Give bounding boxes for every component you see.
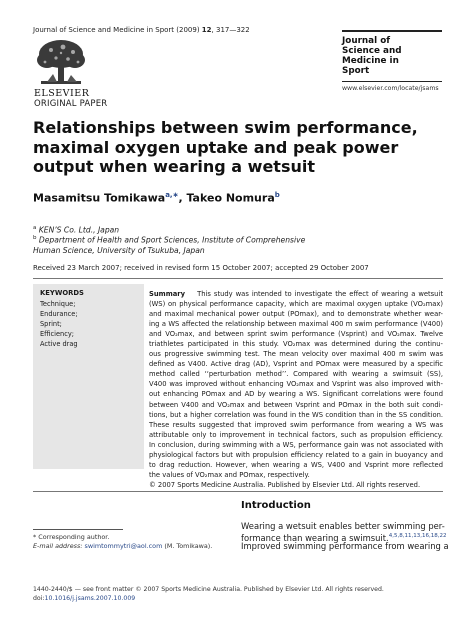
keywords-heading: KEYWORDS <box>40 289 84 297</box>
corresponding-email <box>33 542 212 550</box>
footer-copyright: 1440-2440/$ — see front matter © 2007 Sports Medicine Australia. Published by Elsevier Ltd. All rights reserved. <box>33 586 384 593</box>
email-label: E-mail address: <box>33 542 83 550</box>
author-1: Masamitsu Tomikawa <box>33 191 166 205</box>
summary-line: (WS) on physical performance capacity, which are maximal oxygen uptake (VO₂max) <box>149 300 443 309</box>
copyright-line: © 2007 Sports Medicine Australia. Published by Elsevier Ltd. All rights reserved. <box>149 480 421 489</box>
summary-line: between V400 and VO₂max and between Vsprint and POmax in the both suit condi- <box>149 400 443 409</box>
summary-line: and maximal mechanical power output (POmax), and to demonstrate whether wear- <box>149 310 443 319</box>
keyword-item: Technique; <box>40 300 76 308</box>
summary-line: In conclusion, during swimming with a WS, performance gain was not associated with <box>149 440 443 449</box>
publisher-name: ELSEVIER <box>34 88 90 99</box>
journal-ref-pages: , 317—322 <box>211 26 250 34</box>
introduction-heading: Introduction <box>241 500 311 511</box>
corresponding-author-note: * Corresponding author. <box>33 533 110 541</box>
author-1-marks[interactable]: a,∗ <box>165 191 179 199</box>
journal-box-name: Journal of Science and Medicine in Sport <box>342 36 402 76</box>
summary-line: attributable only to improvement in technical factors, such as propulsion efficiency. <box>149 430 443 439</box>
keyword-item: Active drag <box>40 340 78 348</box>
email-name: (M. Tomikawa). <box>162 542 213 550</box>
summary-line: physiological factors but with propulsion efficiency related to a gain in buoyancy and <box>149 450 443 459</box>
introduction-line-1: Wearing a wetsuit enables better swimming per- <box>241 521 445 531</box>
summary-line: to drag reduction. However, when wearing a WS, V400 and Vsprint more reflected <box>149 460 443 469</box>
divider-top <box>33 278 443 279</box>
summary-line: defined as V400. Active drag (AD), Vsprint and POmax were measured by a specific <box>149 360 443 369</box>
elsevier-tree-logo <box>33 38 89 88</box>
summary-line <box>149 289 443 299</box>
citation-refs[interactable]: 4,5,8,11,13,16,18,22 <box>388 533 447 539</box>
summary-line: method called ‘‘perturbation method’’. Compared with wearing a swimsuit (SS), <box>149 370 443 379</box>
keywords-box <box>33 284 144 469</box>
summary-line: and VO₂max, and between sprint swim performance (Vsprint) and VO₂max. Twelve <box>149 330 443 339</box>
affiliation-a-text: KEN’S Co. Ltd., Japan <box>36 225 120 235</box>
footnote-rule <box>33 529 123 530</box>
summary-line: ous progressive swimming test. The mean velocity over maximal 400 m swim was <box>149 350 443 359</box>
summary-line: triathletes participated in this study. VO₂max was determined during the continu- <box>149 340 443 349</box>
abstract-summary <box>149 289 443 490</box>
paper-type: ORIGINAL PAPER <box>34 99 108 109</box>
affiliation-b-line-1: Department of Health and Sport Sciences, Institute of Comprehensive <box>36 235 306 245</box>
summary-line: ing a WS affected the relationship between maximal 400 m swim performance (V400) <box>149 320 443 329</box>
keyword-item: Endurance; <box>40 310 78 318</box>
footer-doi <box>33 595 135 602</box>
journal-title-box <box>342 30 442 82</box>
doi-link[interactable]: 10.1016/j.jsams.2007.10.009 <box>44 595 136 602</box>
email-link[interactable]: swimtommytri@aol.com <box>84 542 163 550</box>
affiliation-b-line-2: Human Science, University of Tsukuba, Japan <box>33 245 205 255</box>
summary-line: tions, but a higher correlation was found in the WS condition than in the SS condition. <box>149 410 443 419</box>
divider-bottom <box>33 491 443 492</box>
summary-label: Summary <box>149 290 186 298</box>
affiliation-b <box>33 233 373 256</box>
journal-reference <box>33 26 250 34</box>
keyword-item: Sprint; <box>40 320 62 328</box>
received-dates: Received 23 March 2007; received in revised form 15 October 2007; accepted 29 October 2007 <box>33 264 369 272</box>
journal-ref-volume: 12 <box>201 26 212 34</box>
author-list <box>33 191 280 205</box>
journal-ref-prefix: Journal of Science and Medicine in Sport (2009) <box>33 26 202 34</box>
summary-line-text: This study was intended to investigate the effect of wearing a wetsuit <box>197 290 443 298</box>
keyword-item: Efficiency; <box>40 330 74 338</box>
affiliation-b-mark: b <box>33 235 37 241</box>
introduction-line-2-text: formance than wearing a swimsuit. <box>241 532 389 543</box>
author-2-marks[interactable]: b <box>274 191 280 199</box>
journal-url[interactable]: www.elsevier.com/locate/jsams <box>342 85 439 92</box>
doi-prefix: doi: <box>33 595 45 602</box>
summary-line: These results suggested that improved swim performance from wearing a WS was <box>149 420 443 429</box>
summary-line: V400 was improved without enhancing VO₂max and Vsprint was also improved with- <box>149 380 443 389</box>
summary-line: the values of VO₂max and POmax, respectively. <box>149 470 310 479</box>
author-2: , Takeo Nomura <box>178 191 275 205</box>
introduction-line-3: Improved swimming performance from wearing a <box>241 541 449 551</box>
affiliation-a-mark: a <box>33 225 37 231</box>
article-title: Relationships between swim performance, maximal oxygen uptake and peak power output when wearing a wetsuit <box>33 118 418 176</box>
summary-line: out enhancing POmax and AD by wearing a WS. Significant correlations were found <box>149 390 443 399</box>
